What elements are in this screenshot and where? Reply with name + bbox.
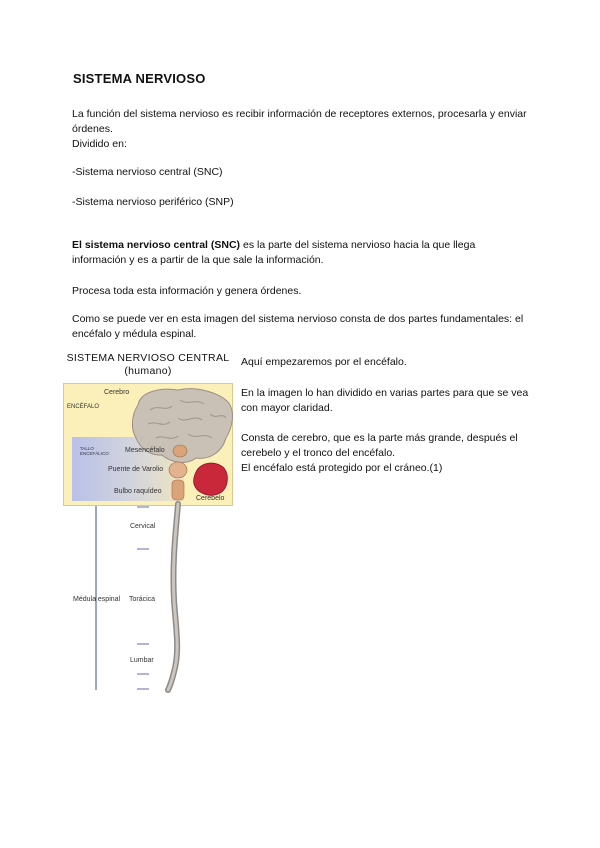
label-lumbar: Lumbar	[130, 657, 154, 664]
label-bulbo: Bulbo raquídeo	[114, 488, 162, 495]
side-text-protected-line: El encéfalo está protegido por el cráneo.(1)	[241, 462, 443, 474]
label-puente: Puente de Varolio	[108, 466, 164, 473]
figure-title-line1: SISTEMA NERVIOSO CENTRAL	[66, 352, 230, 364]
side-text-start: Aquí empezaremos por el encéfalo.	[241, 356, 407, 368]
image-description-paragraph: Como se puede ver en esta imagen del sistema nervioso consta de dos partes fundamentales: el encéfalo y médula espinal.	[72, 313, 524, 340]
midbrain-shape	[173, 445, 187, 457]
process-paragraph: Procesa toda esta información y genera órdenes.	[72, 285, 302, 297]
snc-definition-bold: El sistema nervioso central (SNC)	[72, 239, 241, 251]
label-encefalo: ENCÉFALO	[67, 404, 100, 410]
intro-text: La función del sistema nervioso es recibir información de receptores externos, procesarla y enviar órdenes.	[72, 108, 527, 135]
label-medula: Médula espinal	[73, 596, 121, 603]
label-cervical: Cervical	[130, 523, 156, 530]
label-cerebelo: Cerebelo	[196, 495, 225, 502]
list-item-snc: -Sistema nervioso central (SNC)	[72, 166, 223, 178]
divided-label: Dividido en:	[72, 138, 127, 150]
pons-shape	[169, 462, 187, 478]
list-item-snp: -Sistema nervioso periférico (SNP)	[72, 196, 234, 208]
label-toracica: Torácica	[129, 596, 156, 603]
snc-definition-rest: es la parte del sistema nervioso hacia la que llega información y es a partir de la que sale la información.	[72, 239, 476, 266]
label-tallo: TALLO ENCEFÁLICO	[80, 446, 109, 456]
label-cerebro: Cerebro	[104, 389, 130, 396]
page-title: SISTEMA NERVIOSO	[73, 71, 206, 86]
medulla-shape	[172, 480, 184, 500]
cerebellum-shape	[194, 463, 228, 495]
side-text-divided: En la imagen lo han dividido en varias partes para que se vea con mayor claridad.	[241, 387, 529, 414]
side-text-consists-line: Consta de cerebro, que es la parte más grande, después el cerebelo y el tronco del encéfalo.	[241, 432, 518, 459]
label-mesencefalo: Mesencéfalo	[125, 447, 165, 454]
figure-title-line2: (humano)	[124, 365, 172, 377]
